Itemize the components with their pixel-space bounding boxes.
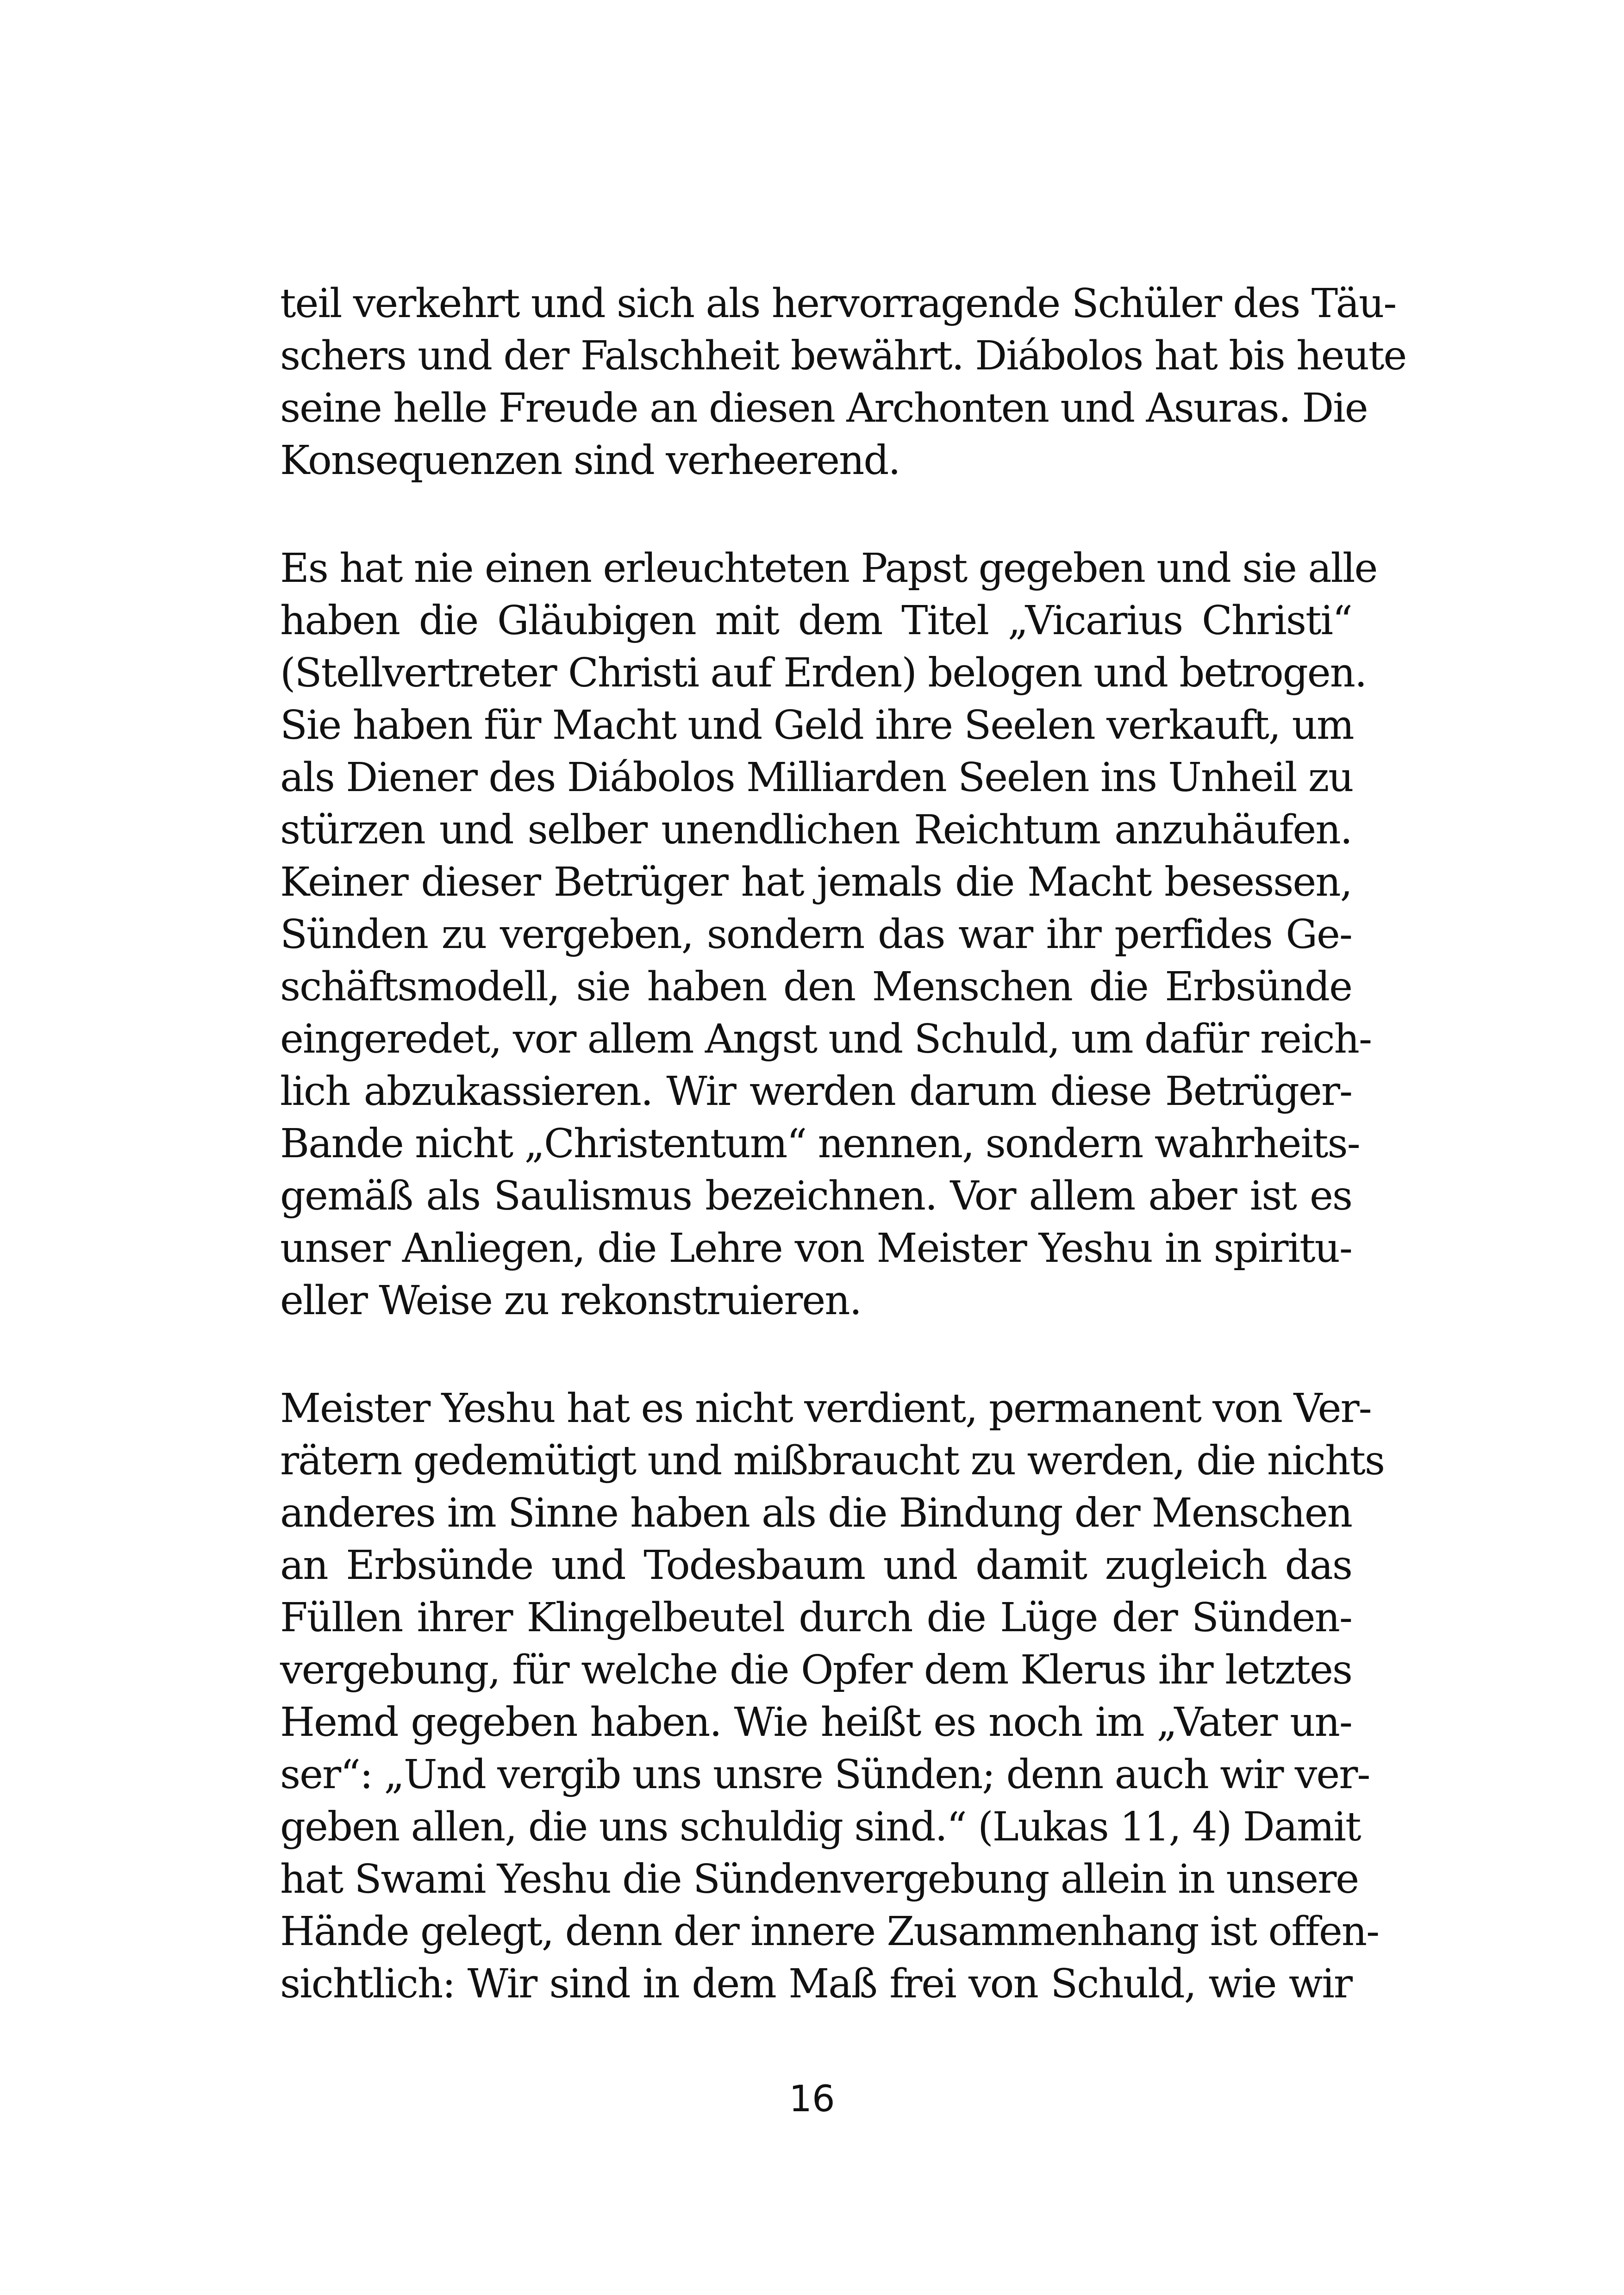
text-line: eller Weise zu rekonstruieren. [280,1278,862,1324]
text-line: Keiner dieser Betrüger hat jemals die Macht besessen, [280,859,1352,905]
text-line: hat Swami Yeshu die Sündenvergebung allein in unsere [280,1856,1359,1902]
text-line: teil verkehrt und sich als hervorragende Schüler des Täu- [280,281,1396,327]
text-line: als Diener des Diábolos Milliarden Seelen ins Unheil zu [280,755,1353,801]
text-line: anderes im Sinne haben als die Bindung der Menschen [280,1490,1352,1536]
paragraph [280,543,1377,1327]
text-line: Sünden zu vergeben, sondern das war ihr perfides Ge- [280,911,1352,958]
text-line: vergebung, für welche die Opfer dem Klerus ihr letztes [280,1647,1352,1693]
text-line: seine helle Freude an diesen Archonten und Asuras. Die [280,385,1368,431]
text-line: unser Anliegen, die Lehre von Meister Yeshu in spiritu- [280,1225,1352,1272]
text-line: Sie haben für Macht und Geld ihre Seelen verkauft, um [280,702,1354,748]
text-line: an Erbsünde und Todesbaum und damit zugleich das [280,1542,1352,1589]
text-line: stürzen und selber unendlichen Reichtum anzuhäufen. [280,807,1352,853]
text-line: Meister Yeshu hat es nicht verdient, permanent von Ver- [280,1385,1371,1432]
text-line: Es hat nie einen erleuchteten Papst gegeben und sie alle [280,545,1377,592]
text-line: gemäß als Saulismus bezeichnen. Vor allem aber ist es [280,1173,1352,1219]
paragraph [280,278,1406,487]
text-line: Konsequenzen sind verheerend. [280,437,900,484]
paragraph [280,1383,1385,2010]
text-line: geben allen, die uns schuldig sind.“ (Lukas 11, 4) Damit [280,1804,1361,1850]
text-line: rätern gedemütigt und mißbraucht zu werden, die nichts [280,1438,1385,1484]
text-line: Hemd gegeben haben. Wie heißt es noch im „Vater un- [280,1699,1352,1746]
text-line: Bande nicht „Christentum“ nennen, sondern wahrheits- [280,1121,1360,1167]
text-line: Füllen ihrer Klingelbeutel durch die Lüge der Sünden- [280,1595,1352,1641]
page-number: 16 [789,2078,835,2120]
text-line: Hände gelegt, denn der innere Zusammenhang ist offen- [280,1908,1379,1955]
body-text [280,278,1406,2066]
text-line: lich abzukassieren. Wir werden darum diese Betrüger- [280,1068,1352,1115]
text-line: schers und der Falschheit bewährt. Diábolos hat bis heute [280,333,1406,379]
text-line: eingeredet, vor allem Angst und Schuld, um dafür reich- [280,1016,1371,1062]
text-line: haben die Gläubigen mit dem Titel „Vicarius Christi“ [280,598,1352,644]
text-line: (Stellvertreter Christi auf Erden) belogen und betrogen. [280,650,1367,696]
text-line: ser“: „Und vergib uns unsre Sünden; denn auch wir ver- [280,1752,1370,1798]
text-line: schäftsmodell, sie haben den Menschen die Erbsünde [280,964,1352,1010]
text-line: sichtlich: Wir sind in dem Maß frei von Schuld, wie wir [280,1961,1352,2007]
